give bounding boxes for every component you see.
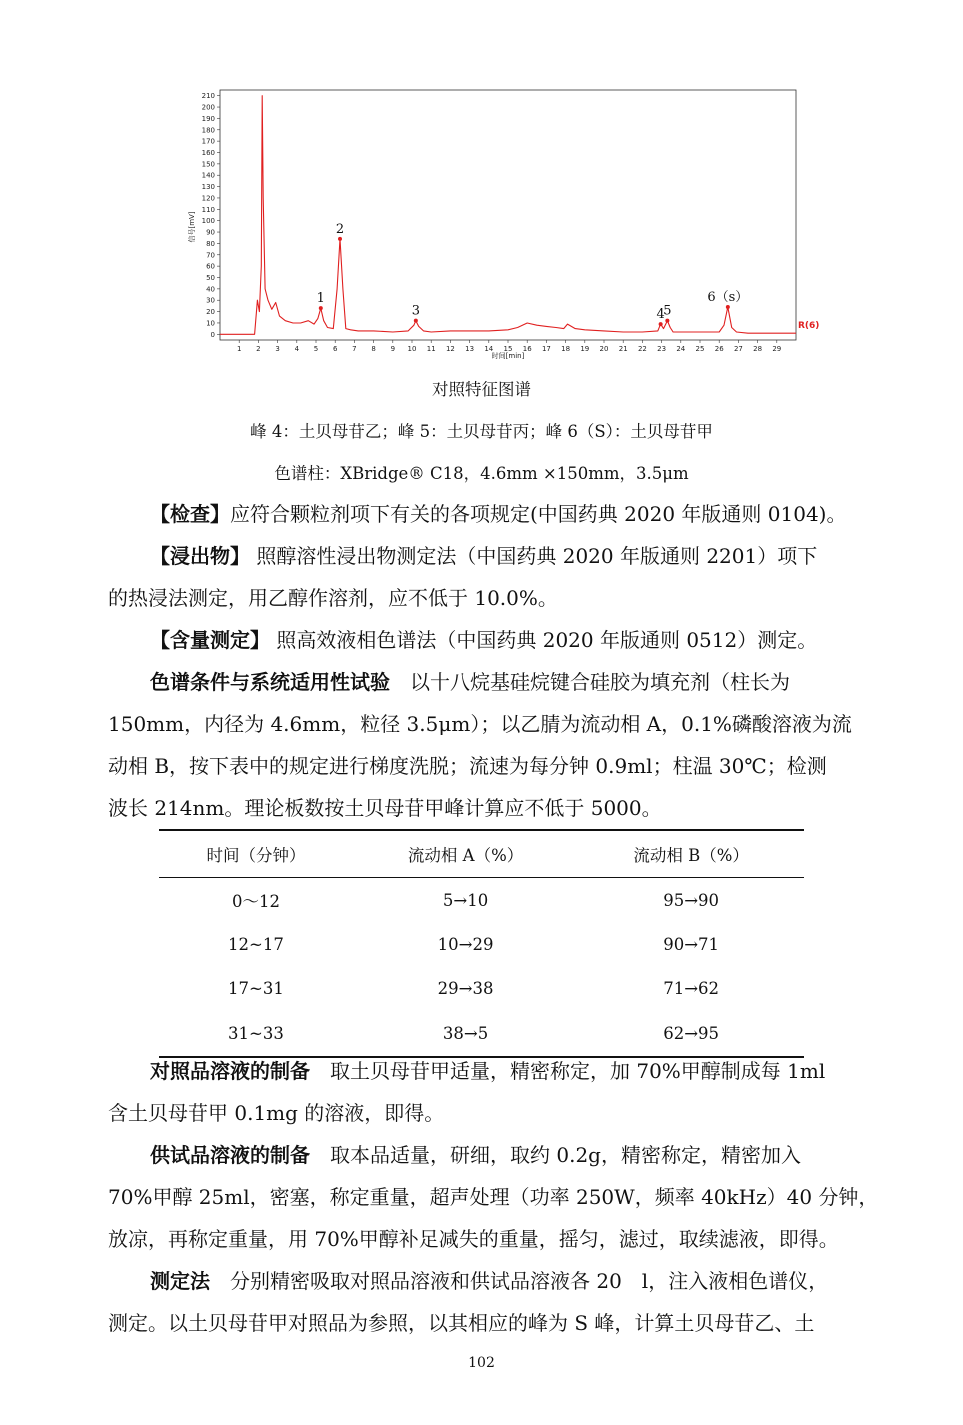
conditions-line-3: 动相 B，按下表中的规定进行梯度洗脱；流速为每分钟 0.9ml；柱温 30℃；检测	[108, 754, 827, 778]
x-tick-label: 10	[407, 345, 417, 353]
peak-marker	[659, 322, 663, 326]
table-row	[159, 922, 804, 966]
y-tick-label: 110	[201, 205, 215, 214]
y-tick-label: 40	[206, 285, 215, 294]
y-tick-label: 30	[206, 296, 215, 305]
y-tick-label: 120	[201, 194, 215, 203]
peak-label: 1	[316, 291, 325, 307]
conditions-line-2: 150mm，内径为 4.6mm，粒径 3.5μm）；以乙腈为流动相 A，0.1%磷酸溶液为流	[108, 712, 852, 736]
reference-heading: 对照品溶液的制备	[150, 1059, 310, 1083]
test-heading: 供试品溶液的制备	[150, 1143, 310, 1167]
peak-label: 4	[656, 307, 665, 323]
x-tick-label: 17	[541, 345, 551, 353]
y-tick-label: 0	[210, 330, 215, 339]
y-tick-label: 60	[206, 262, 215, 271]
section-test-solution	[108, 1134, 879, 1260]
x-tick-label: 26	[714, 345, 724, 353]
table-cell: 38→5	[353, 1010, 578, 1057]
table-cell: 17~31	[228, 978, 284, 998]
y-tick-label: 210	[201, 92, 215, 101]
x-tick-label: 3	[275, 345, 280, 353]
section-conditions	[108, 661, 868, 829]
method-line-2: 测定。以土贝母苷甲对照品为参照，以其相应的峰为 S 峰，计算土贝母苷乙、土	[108, 1311, 815, 1335]
table-cell: 71→62	[663, 978, 720, 998]
x-tick-label: 11	[426, 345, 436, 353]
extract-heading: 【浸出物】	[150, 544, 250, 568]
x-tick-label: 16	[522, 345, 532, 353]
y-tick-label: 10	[206, 319, 215, 328]
table-cell: 5→10	[442, 890, 489, 910]
y-tick-label: 50	[206, 274, 215, 282]
y-tick-label: 170	[201, 137, 215, 146]
column-note: 色谱柱：XBridge® C18，4.6mm ×150mm，3.5μm	[274, 464, 689, 483]
y-tick-label: 180	[201, 126, 215, 135]
x-tick-label: 15	[503, 345, 513, 353]
gradient-table	[159, 829, 804, 1058]
x-tick-label: 14	[484, 345, 494, 353]
x-axis-label: 时间[min]	[491, 352, 525, 360]
chromatogram-chart	[180, 82, 830, 364]
page-number: 102	[468, 1355, 495, 1371]
y-tick-label: 150	[201, 160, 215, 169]
y-tick-label: 100	[201, 217, 215, 226]
peak-label: 6（s）	[707, 290, 749, 306]
table-header-row	[159, 830, 804, 878]
conditions-heading: 色谱条件与系统适用性试验	[150, 670, 390, 694]
y-tick-label: 140	[201, 171, 215, 180]
table-cell: 31~33	[159, 1010, 353, 1057]
table-cell: 95→90	[663, 890, 720, 910]
peak-label: 3	[411, 303, 420, 319]
y-tick-label: 20	[206, 308, 215, 317]
y-tick-label: 130	[201, 183, 215, 192]
table-header: 流动相 A（%）	[353, 830, 578, 878]
table-cell: 12~17	[228, 934, 284, 954]
x-tick-label: 27	[733, 345, 743, 353]
assay-heading: 【含量测定】	[150, 628, 270, 652]
table-cell: 10→29	[437, 934, 494, 954]
peak-marker	[338, 237, 342, 241]
peak-note: 峰 4：土贝母苷乙；峰 5：土贝母苷丙；峰 6（S）：土贝母苷甲	[250, 422, 713, 441]
y-tick-label: 190	[201, 114, 215, 123]
series-legend-label: R(6)	[798, 321, 820, 331]
x-tick-label: 24	[676, 345, 686, 353]
x-tick-label: 8	[371, 345, 376, 353]
peak-marker	[414, 319, 418, 323]
x-tick-label: 5	[313, 345, 319, 353]
x-tick-label: 19	[580, 345, 590, 353]
y-axis-label: 信号[mV]	[188, 211, 196, 243]
x-tick-label: 13	[465, 345, 475, 353]
peak-label: 2	[335, 221, 345, 237]
y-tick-label: 200	[201, 103, 215, 112]
reference-line-1: 取土贝母苷甲适量，精密称定，加 70%甲醇制成每 1ml	[310, 1059, 826, 1083]
reference-line-2: 含土贝母苷甲 0.1mg 的溶液，即得。	[108, 1101, 445, 1125]
x-tick-label: 2	[256, 345, 261, 353]
x-tick-label: 4	[294, 345, 300, 353]
section-method	[108, 1260, 868, 1344]
conditions-line-4: 波长 214nm。理论板数按土贝母苷甲峰计算应不低于 5000。	[108, 796, 662, 820]
x-tick-label: 7	[352, 345, 357, 353]
test-line-2: 70%甲醇 25ml，密塞，称定重量，超声处理（功率 250W，频率 40kHz）40 分钟，	[108, 1185, 879, 1209]
peak-marker	[726, 305, 730, 309]
section-check	[108, 493, 868, 535]
extract-line-1: 照醇溶性浸出物测定法（中国药典 2020 年版通则 2201）项下	[250, 544, 818, 568]
peak-label: 5	[663, 303, 672, 319]
x-tick-label: 29	[772, 345, 782, 353]
table-row	[159, 966, 804, 1010]
x-tick-label: 20	[599, 345, 609, 353]
x-tick-label: 28	[753, 345, 763, 353]
x-tick-label: 23	[657, 345, 667, 353]
y-tick-label: 80	[206, 239, 215, 248]
table-cell: 0～12	[231, 892, 280, 911]
x-tick-label: 25	[695, 345, 705, 353]
y-tick-label: 70	[206, 251, 215, 260]
y-tick-label: 160	[201, 149, 215, 157]
check-heading: 【检查】	[150, 502, 230, 526]
section-assay	[108, 619, 868, 661]
x-tick-label: 9	[390, 345, 396, 353]
extract-line-2: 的热浸法测定，用乙醇作溶剂，应不低于 10.0%。	[108, 586, 558, 610]
x-tick-label: 18	[561, 345, 571, 353]
peak-marker	[665, 319, 669, 323]
table-cell: 62→95	[578, 1010, 804, 1057]
check-text: 应符合颗粒剂项下有关的各项规定(中国药典 2020 年版通则 0104)。	[230, 502, 847, 526]
x-tick-label: 1	[236, 345, 242, 353]
method-heading: 测定法	[150, 1269, 210, 1293]
test-line-1: 取本品适量，研细，取约 0.2g，精密称定，精密加入	[310, 1143, 801, 1167]
section-reference-solution	[108, 1050, 868, 1134]
x-tick-label: 21	[618, 345, 628, 353]
peak-marker	[319, 306, 323, 310]
x-tick-label: 6	[332, 345, 338, 353]
method-line-1: 分别精密吸取对照品溶液和供试品溶液各 20 l，注入液相色谱仪，	[210, 1269, 829, 1293]
figure-caption: 对照特征图谱	[432, 380, 531, 399]
x-tick-label: 12	[445, 345, 455, 353]
x-tick-label: 22	[637, 345, 647, 353]
section-extract	[108, 535, 868, 619]
table-header: 流动相 B（%）	[578, 830, 804, 878]
y-tick-label: 90	[206, 228, 215, 237]
table-cell: 29→38	[437, 978, 494, 998]
conditions-line-1: 以十八烷基硅烷键合硅胶为填充剂（柱长为	[390, 670, 790, 694]
table-header: 时间（分钟）	[159, 830, 353, 878]
assay-text: 照高效液相色谱法（中国药典 2020 年版通则 0512）测定。	[270, 628, 818, 652]
table-cell: 90→71	[663, 934, 720, 954]
test-line-3: 放凉，再称定重量，用 70%甲醇补足减失的重量，摇匀，滤过，取续滤液，即得。	[108, 1227, 839, 1251]
table-row	[159, 878, 804, 923]
